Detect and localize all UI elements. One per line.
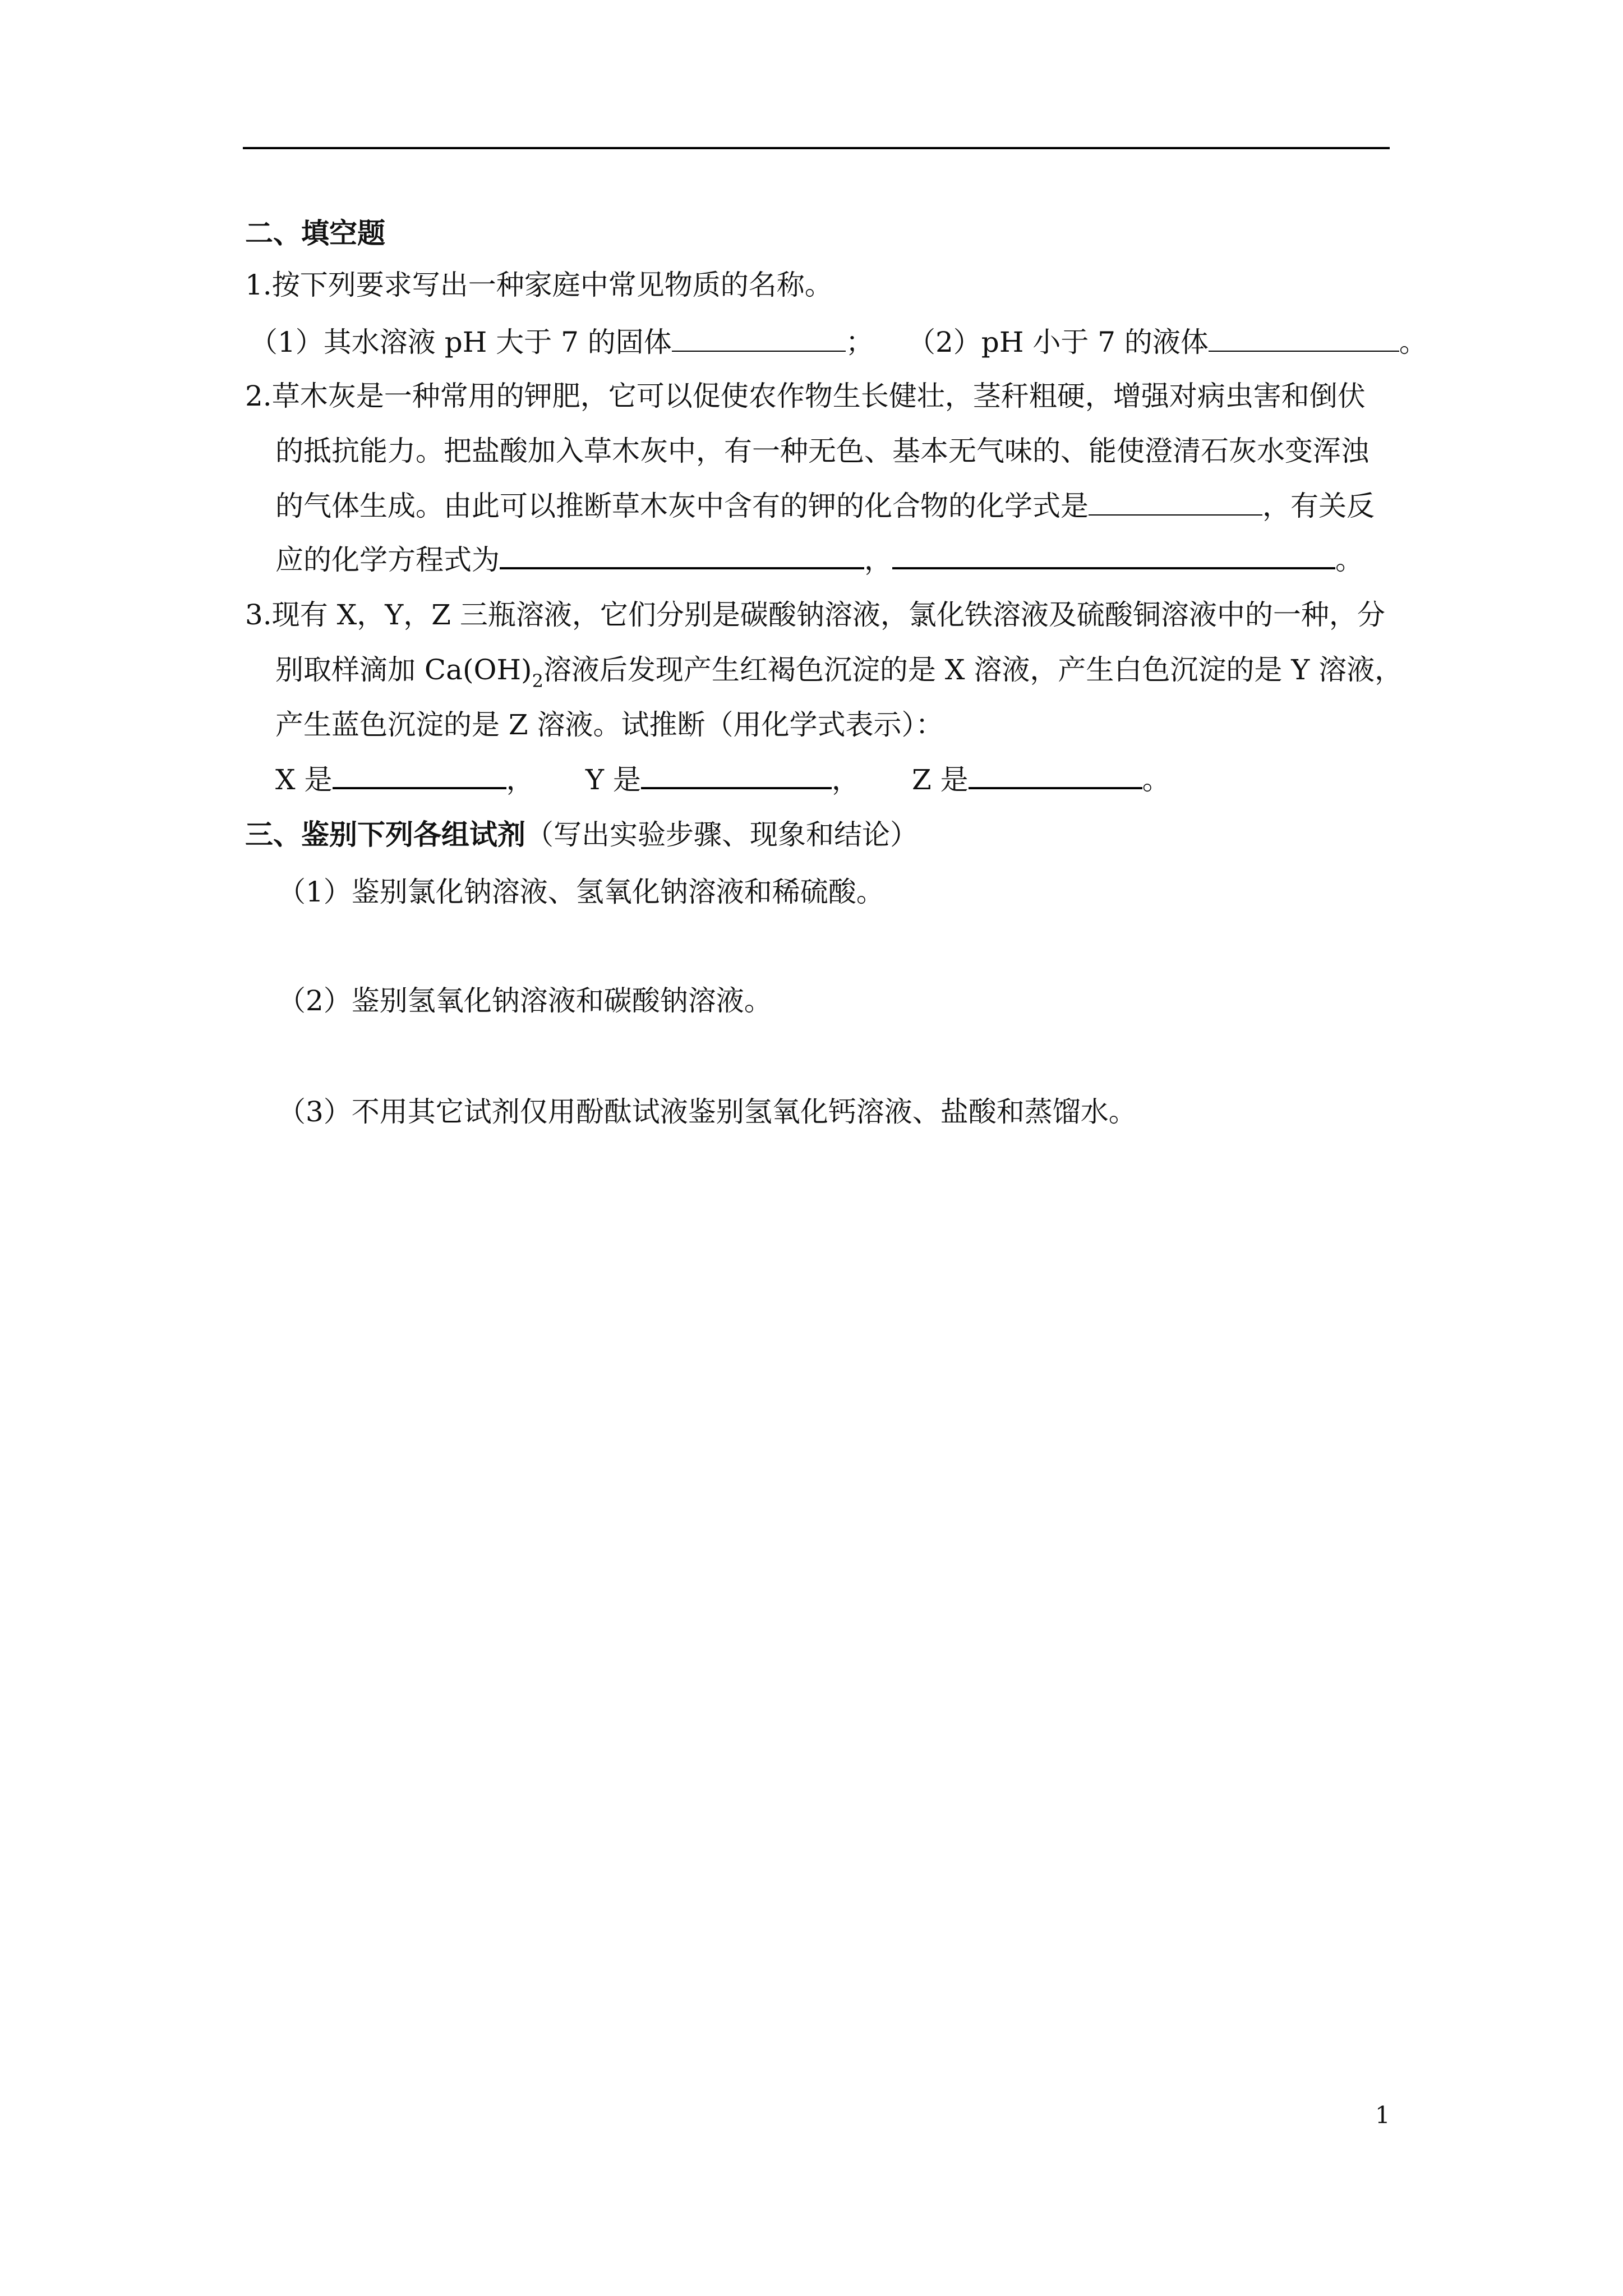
q2-line1: 2.草木灰是一种常用的钾肥，它可以促使农作物生长健壮，茎秆粗硬，增强对病虫害和倒伏 (245, 380, 1366, 412)
q2-line3 (275, 488, 1375, 524)
q1-part2-answer-blank[interactable] (1209, 326, 1399, 352)
section-3-item-1: （1）鉴别氯化钠溶液、氢氧化钠溶液和稀硫酸。 (278, 876, 884, 908)
section-3-title (245, 817, 918, 853)
q1-stem: 1.按下列要求写出一种家庭中常见物质的名称。 (245, 269, 833, 301)
q3-line2 (275, 652, 1403, 691)
q3-z-suffix: 。 (1142, 763, 1170, 796)
q3-x-answer-blank[interactable] (333, 762, 506, 789)
q2-line2: 的抵抗能力。把盐酸加入草木灰中，有一种无色、基本无气味的、能使澄清石灰水变浑浊 (275, 435, 1369, 467)
q2-equation1-answer-blank[interactable] (500, 542, 864, 569)
q2-line3-suffix: ，有关反 (1262, 490, 1375, 522)
q2-line4-suffix: 。 (1335, 544, 1363, 576)
q3-line2-prefix: 别取样滴加 Ca(OH) (275, 654, 532, 686)
q1-part1-prefix: （1）其水溶液 pH 大于 7 的固体 (250, 326, 672, 358)
q3-line1: 3.现有 X，Y，Z 三瓶溶液，它们分别是碳酸钠溶液，氯化铁溶液及硫酸铜溶液中的一种，分 (245, 599, 1385, 631)
q3-line2-suffix: 溶液后发现产生红褐色沉淀的是 X 溶液，产生白色沉淀的是 Y 溶液， (543, 654, 1403, 686)
q3-y-suffix: ， (831, 763, 860, 796)
header-rule (243, 147, 1390, 149)
q3-z-answer-blank[interactable] (969, 762, 1142, 789)
q1-part1-answer-blank[interactable] (672, 326, 846, 352)
q3-z-label: Z 是 (912, 763, 969, 796)
q2-equation2-answer-blank[interactable] (892, 542, 1335, 569)
section-3-item-2: （2）鉴别氢氧化钠溶液和碳酸钠溶液。 (278, 984, 772, 1017)
q1-part1-suffix: ； (845, 326, 874, 358)
q1-part2-suffix: 。 (1399, 326, 1427, 358)
q2-line4-prefix: 应的化学方程式为 (275, 544, 500, 576)
q3-x-suffix: ， (506, 763, 534, 796)
q1-part1 (250, 324, 874, 360)
section-3-title-note: （写出实验步骤、现象和结论） (525, 818, 918, 851)
q3-answer-x (275, 762, 534, 798)
q2-line4-comma: ， (864, 544, 892, 576)
q2-line3-prefix: 的气体生成。由此可以推断草木灰中含有的钾的化合物的化学式是 (275, 490, 1089, 522)
q3-y-answer-blank[interactable] (641, 762, 832, 789)
q3-y-label: Y 是 (585, 763, 641, 796)
q3-x-label: X 是 (275, 763, 333, 796)
page-number: 1 (1375, 2101, 1390, 2129)
section-2-title: 二、填空题 (245, 217, 385, 250)
q3-answer-y (585, 762, 860, 798)
section-3-title-bold: 三、鉴别下列各组试剂 (245, 818, 525, 851)
q3-line3: 产生蓝色沉淀的是 Z 溶液。试推断（用化学式表示）： (275, 708, 944, 741)
q3-answer-z (912, 762, 1170, 798)
q2-formula-answer-blank[interactable] (1089, 490, 1262, 516)
q3-line2-subscript: 2 (532, 670, 543, 692)
q2-line4 (275, 542, 1363, 578)
q1-part2-prefix: （2）pH 小于 7 的液体 (907, 326, 1209, 358)
section-3-item-3: （3）不用其它试剂仅用酚酞试液鉴别氢氧化钙溶液、盐酸和蒸馏水。 (278, 1096, 1137, 1128)
q1-part2 (907, 324, 1427, 360)
